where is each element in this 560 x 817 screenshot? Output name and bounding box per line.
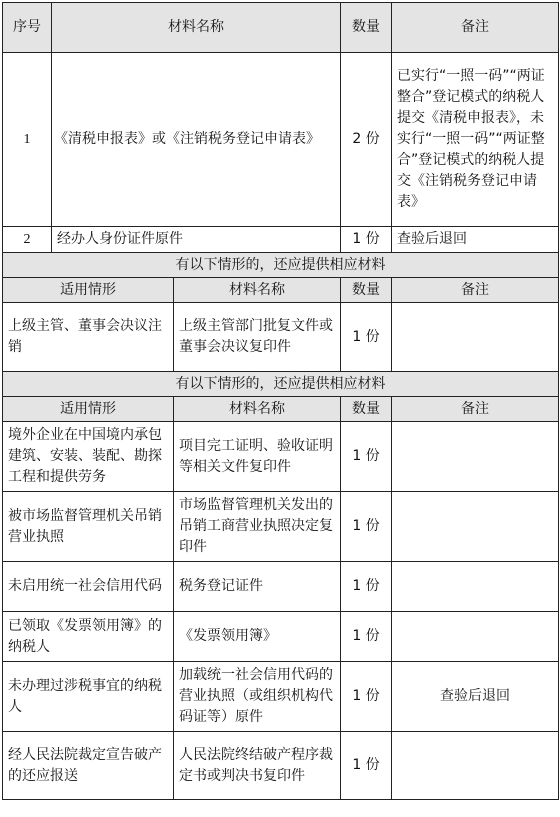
- table-row: [3, 662, 559, 732]
- row-quantity: 1 份: [341, 732, 392, 800]
- table-row: [3, 612, 559, 662]
- row-remarks: [392, 303, 559, 372]
- row-material-name: 经办人身份证件原件: [52, 227, 341, 253]
- row-quantity: 1 份: [341, 562, 392, 612]
- row-remarks: [392, 732, 559, 800]
- section3-header-row: [3, 397, 559, 422]
- header-quantity: 数量: [341, 278, 392, 303]
- row-serial: 2: [3, 227, 52, 253]
- row-material-name: 《发票领用簿》: [174, 612, 341, 662]
- table-row: [3, 422, 559, 492]
- row-remarks: [392, 492, 559, 562]
- section-title: 有以下情形的，还应提供相应材料: [3, 253, 559, 278]
- header-quantity: 数量: [341, 397, 392, 422]
- row-remarks: [392, 422, 559, 492]
- row-situation: 被市场监督管理机关吊销营业执照: [3, 492, 174, 562]
- table-row: [3, 562, 559, 612]
- row-quantity: 1 份: [341, 422, 392, 492]
- row-quantity: 1 份: [341, 303, 392, 372]
- header-situation: 适用情形: [3, 278, 174, 303]
- table-row: [3, 492, 559, 562]
- header-remarks: 备注: [392, 278, 559, 303]
- row-situation: 未启用统一社会信用代码: [3, 562, 174, 612]
- row-material-name: 项目完工证明、验收证明等相关文件复印件: [174, 422, 341, 492]
- table-row: [3, 227, 559, 253]
- header-remarks: 备注: [392, 3, 559, 53]
- row-quantity: 2 份: [341, 53, 392, 227]
- table-row: [3, 53, 559, 227]
- section-title-row: [3, 253, 559, 278]
- header-material-name: 材料名称: [52, 3, 341, 53]
- row-situation: 经人民法院裁定宣告破产的还应报送: [3, 732, 174, 800]
- section-title-row: [3, 372, 559, 397]
- row-remarks: 查验后退回: [392, 662, 559, 732]
- materials-document: [2, 2, 558, 813]
- row-quantity: 1 份: [341, 612, 392, 662]
- row-material-name: 加载统一社会信用代码的营业执照（或组织机构代码证等）原件: [174, 662, 341, 732]
- row-quantity: 1 份: [341, 492, 392, 562]
- row-situation: 未办理过涉税事宜的纳税人: [3, 662, 174, 732]
- row-remarks: 已实行“一照一码”“两证整合”登记模式的纳税人提交《清税申报表》，未实行“一照一码”“两证整合”登记模式的纳税人提交《注销税务登记申请表》: [392, 53, 559, 227]
- row-situation: 已领取《发票领用簿》的纳税人: [3, 612, 174, 662]
- table-row: [3, 732, 559, 800]
- row-remarks: 查验后退回: [392, 227, 559, 253]
- row-material-name: 市场监督管理机关发出的吊销工商营业执照决定复印件: [174, 492, 341, 562]
- row-quantity: 1 份: [341, 227, 392, 253]
- row-material-name: 人民法院终结破产程序裁定书或判决书复印件: [174, 732, 341, 800]
- header-material-name: 材料名称: [174, 397, 341, 422]
- row-material-name: 《清税申报表》或《注销税务登记申请表》: [52, 53, 341, 227]
- header-situation: 适用情形: [3, 397, 174, 422]
- section-title: 有以下情形的，还应提供相应材料: [3, 372, 559, 397]
- section2-header-row: [3, 278, 559, 303]
- header-serial: 序号: [3, 3, 52, 53]
- row-quantity: 1 份: [341, 662, 392, 732]
- row-material-name: 税务登记证件: [174, 562, 341, 612]
- header-remarks: 备注: [392, 397, 559, 422]
- header-quantity: 数量: [341, 3, 392, 53]
- header-material-name: 材料名称: [174, 278, 341, 303]
- table-row: [3, 303, 559, 372]
- row-material-name: 上级主管部门批复文件或董事会决议复印件: [174, 303, 341, 372]
- row-remarks: [392, 562, 559, 612]
- row-situation: 境外企业在中国境内承包建筑、安装、装配、勘探工程和提供劳务: [3, 422, 174, 492]
- row-situation: 上级主管、董事会决议注销: [3, 303, 174, 372]
- table1-header-row: [3, 3, 559, 53]
- materials-table: [2, 2, 559, 800]
- row-remarks: [392, 612, 559, 662]
- row-serial: 1: [3, 53, 52, 227]
